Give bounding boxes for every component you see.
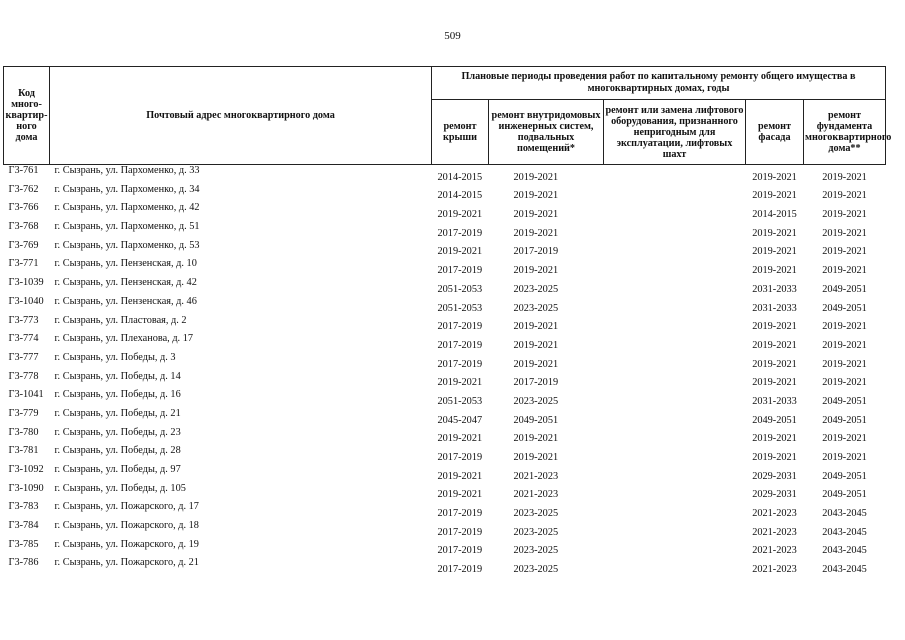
cell-facade: 2029-2031 — [752, 489, 797, 501]
cell-facade: 2019-2021 — [752, 246, 797, 258]
table-row — [4, 221, 886, 240]
cell-foundation: 2043-2045 — [822, 508, 867, 520]
cell-lift — [604, 258, 746, 277]
cell-roof: 2019-2021 — [437, 470, 483, 482]
cell-roof: 2017-2019 — [437, 526, 483, 538]
cell-address: г. Сызрань, ул. Пензенская, д. 46 — [54, 295, 197, 307]
cell-roof: 2014-2015 — [437, 190, 483, 202]
cell-code: Г3-777 — [8, 351, 39, 363]
table-row — [4, 277, 886, 296]
cell-systems: 2049-2051 — [513, 414, 559, 426]
cell-systems: 2019-2021 — [513, 190, 559, 202]
cell-foundation: 2019-2021 — [822, 433, 867, 445]
cell-systems: 2019-2021 — [513, 452, 559, 463]
cell-foundation: 2043-2045 — [822, 564, 867, 576]
cell-systems: 2023-2025 — [513, 302, 559, 314]
cell-lift — [604, 539, 746, 558]
cell-roof: 2017-2019 — [437, 321, 483, 333]
cell-address: г. Сызрань, ул. Пожарского, д. 17 — [54, 501, 199, 513]
cell-roof: 2017-2019 — [437, 564, 483, 576]
cell-roof: 2019-2021 — [437, 433, 483, 445]
cell-lift — [604, 277, 746, 296]
cell-systems: 2019-2021 — [513, 209, 559, 221]
cell-systems: 2023-2025 — [513, 545, 559, 557]
cell-facade: 2019-2021 — [752, 452, 797, 463]
cell-foundation: 2049-2051 — [822, 470, 867, 482]
cell-foundation: 2043-2045 — [822, 545, 867, 557]
cell-address: г. Сызрань, ул. Пархоменко, д. 34 — [54, 183, 200, 195]
cell-systems: 2023-2025 — [513, 395, 559, 407]
cell-lift — [604, 464, 746, 483]
cell-code: Г3-785 — [8, 538, 39, 550]
cell-address: г. Сызрань, ул. Пензенская, д. 42 — [54, 277, 197, 289]
table-row — [4, 501, 886, 520]
cell-code: Г3-766 — [8, 202, 39, 214]
cell-address: г. Сызрань, ул. Пожарского, д. 19 — [54, 538, 199, 550]
table-row — [4, 165, 886, 184]
cell-lift — [604, 520, 746, 539]
cell-systems: 2019-2021 — [513, 339, 559, 351]
cell-roof: 2017-2019 — [437, 508, 483, 520]
cell-address: г. Сызрань, ул. Победы, д. 21 — [54, 407, 181, 419]
cell-address: г. Сызрань, ул. Победы, д. 14 — [54, 370, 181, 382]
cell-systems: 2023-2025 — [513, 283, 559, 295]
cell-address: г. Сызрань, ул. Пожарского, д. 18 — [54, 520, 199, 532]
table-body — [4, 165, 886, 577]
cell-foundation: 2019-2021 — [822, 339, 867, 351]
cell-lift — [604, 240, 746, 259]
cell-roof: 2051-2053 — [437, 283, 483, 295]
cell-code: Г3-1041 — [8, 389, 44, 401]
table-row — [4, 315, 886, 334]
cell-systems: 2019-2021 — [513, 433, 559, 445]
cell-roof: 2017-2019 — [437, 358, 483, 370]
cell-facade: 2031-2033 — [752, 283, 797, 295]
cell-address: г. Сызрань, ул. Пензенская, д. 10 — [54, 258, 197, 270]
table-row — [4, 389, 886, 408]
cell-roof: 2051-2053 — [437, 395, 483, 407]
cell-code: Г3-768 — [8, 221, 39, 233]
cell-systems: 2019-2021 — [513, 265, 559, 277]
cell-code: Г3-778 — [8, 370, 39, 382]
cell-facade: 2019-2021 — [752, 265, 797, 277]
cell-lift — [604, 315, 746, 334]
cell-facade: 2019-2021 — [752, 171, 797, 183]
cell-roof: 2014-2015 — [437, 171, 483, 183]
cell-foundation: 2019-2021 — [822, 452, 867, 463]
table-row — [4, 352, 886, 371]
table-row — [4, 520, 886, 539]
cell-facade: 2031-2033 — [752, 395, 797, 407]
cell-code: Г3-1040 — [8, 295, 44, 307]
cell-foundation: 2019-2021 — [822, 190, 867, 202]
page-number: 509 — [444, 30, 461, 42]
cell-roof: 2019-2021 — [437, 489, 483, 501]
cell-code: Г3-783 — [8, 501, 39, 513]
cell-address: г. Сызрань, ул. Пластовая, д. 2 — [54, 314, 187, 326]
cell-foundation: 2049-2051 — [822, 302, 867, 314]
table-row — [4, 202, 886, 221]
table-row — [4, 296, 886, 315]
cell-address: г. Сызрань, ул. Победы, д. 3 — [54, 351, 176, 363]
cell-foundation: 2049-2051 — [822, 283, 867, 295]
cell-code: Г3-773 — [8, 314, 39, 326]
cell-lift — [604, 184, 746, 203]
cell-facade: 2021-2023 — [752, 564, 797, 576]
cell-lift — [604, 371, 746, 390]
repair-schedule-table — [3, 66, 892, 576]
cell-foundation: 2019-2021 — [822, 358, 867, 370]
cell-foundation: 2049-2051 — [822, 414, 867, 426]
cell-roof: 2019-2021 — [437, 377, 483, 389]
cell-lift — [604, 352, 746, 371]
table-row — [4, 371, 886, 390]
table-row — [4, 258, 886, 277]
header-planned-periods: Плановые периоды проведения работ по капитальному ремонту общего имущества в многоквартирных домах, годы — [432, 67, 886, 100]
cell-address: г. Сызрань, ул. Пархоменко, д. 33 — [54, 165, 200, 176]
cell-roof: 2019-2021 — [437, 246, 483, 258]
cell-foundation: 2019-2021 — [822, 265, 867, 277]
header-lift: ремонт или замена лифтового оборудования, признанного непригодным для эксплуатации, лифтовых шахт — [604, 100, 746, 165]
cell-foundation: 2019-2021 — [822, 377, 867, 389]
cell-facade: 2019-2021 — [752, 339, 797, 351]
table-row — [4, 427, 886, 446]
cell-address: г. Сызрань, ул. Победы, д. 105 — [54, 482, 186, 494]
cell-systems: 2021-2023 — [513, 470, 559, 482]
table-row — [4, 483, 886, 502]
table-header — [4, 67, 892, 165]
cell-lift — [604, 445, 746, 464]
cell-code: Г3-1039 — [8, 277, 44, 289]
table-row — [4, 557, 886, 576]
cell-systems: 2021-2023 — [513, 489, 559, 501]
table-row — [4, 539, 886, 558]
cell-roof: 2017-2019 — [437, 227, 483, 239]
table-row — [4, 184, 886, 203]
cell-lift — [604, 557, 746, 576]
table-row — [4, 333, 886, 352]
header-roof: ремонт крыши — [432, 100, 489, 165]
cell-facade: 2019-2021 — [752, 377, 797, 389]
cell-code: Г3-784 — [8, 520, 39, 532]
cell-lift — [604, 202, 746, 221]
cell-facade: 2029-2031 — [752, 470, 797, 482]
cell-foundation: 2043-2045 — [822, 526, 867, 538]
cell-code: Г3-774 — [8, 333, 39, 345]
cell-facade: 2019-2021 — [752, 433, 797, 445]
cell-lift — [604, 296, 746, 315]
cell-foundation: 2019-2021 — [822, 227, 867, 239]
table-row — [4, 408, 886, 427]
cell-foundation: 2019-2021 — [822, 171, 867, 183]
cell-address: г. Сызрань, ул. Пархоменко, д. 53 — [54, 239, 200, 251]
cell-lift — [604, 389, 746, 408]
cell-facade: 2021-2023 — [752, 545, 797, 557]
cell-systems: 2023-2025 — [513, 508, 559, 520]
cell-address: г. Сызрань, ул. Победы, д. 16 — [54, 389, 181, 401]
cell-lift — [604, 221, 746, 240]
cell-systems: 2023-2025 — [513, 564, 559, 576]
cell-systems: 2019-2021 — [513, 227, 559, 239]
cell-foundation: 2049-2051 — [822, 489, 867, 501]
cell-lift — [604, 333, 746, 352]
cell-lift — [604, 501, 746, 520]
cell-facade: 2014-2015 — [752, 209, 797, 221]
cell-code: Г3-1092 — [8, 464, 44, 475]
cell-foundation: 2019-2021 — [822, 209, 867, 221]
cell-facade: 2019-2021 — [752, 190, 797, 202]
cell-roof: 2017-2019 — [437, 265, 483, 277]
cell-code: Г3-779 — [8, 407, 39, 419]
cell-code: Г3-780 — [8, 426, 39, 438]
cell-code: Г3-761 — [8, 165, 39, 176]
header-facade: ремонт фасада — [746, 100, 804, 165]
table-row — [4, 240, 886, 259]
cell-systems: 2017-2019 — [513, 246, 559, 258]
cell-code: Г3-781 — [8, 445, 39, 457]
cell-roof: 2045-2047 — [437, 414, 483, 426]
cell-systems: 2017-2019 — [513, 377, 559, 389]
cell-facade: 2019-2021 — [752, 321, 797, 333]
cell-roof: 2017-2019 — [437, 339, 483, 351]
cell-lift — [604, 165, 746, 184]
cell-address: г. Сызрань, ул. Пожарского, д. 21 — [54, 557, 199, 569]
cell-address: г. Сызрань, ул. Плеханова, д. 17 — [54, 333, 193, 345]
cell-code: Г3-771 — [8, 258, 39, 270]
cell-facade: 2021-2023 — [752, 526, 797, 538]
cell-facade: 2019-2021 — [752, 358, 797, 370]
cell-address: г. Сызрань, ул. Победы, д. 23 — [54, 426, 181, 438]
cell-systems: 2019-2021 — [513, 358, 559, 370]
cell-code: Г3-786 — [8, 557, 39, 569]
cell-facade: 2021-2023 — [752, 508, 797, 520]
cell-address: г. Сызрань, ул. Пархоменко, д. 51 — [54, 221, 200, 233]
cell-roof: 2017-2019 — [437, 452, 483, 463]
cell-facade: 2049-2051 — [752, 414, 797, 426]
cell-address: г. Сызрань, ул. Победы, д. 97 — [54, 464, 181, 475]
header-address: Почтовый адрес многоквартирного дома — [50, 67, 432, 165]
cell-lift — [604, 427, 746, 446]
cell-systems: 2023-2025 — [513, 526, 559, 538]
table-row — [4, 464, 886, 483]
cell-systems: 2019-2021 — [513, 171, 559, 183]
cell-code: Г3-769 — [8, 239, 39, 251]
cell-code: Г3-1090 — [8, 482, 44, 494]
cell-systems: 2019-2021 — [513, 321, 559, 333]
cell-address: г. Сызрань, ул. Пархоменко, д. 42 — [54, 202, 200, 214]
cell-address: г. Сызрань, ул. Победы, д. 28 — [54, 445, 181, 457]
header-code: Код много-квартир-ного дома — [4, 67, 50, 165]
cell-foundation: 2019-2021 — [822, 321, 867, 333]
cell-foundation: 2049-2051 — [822, 395, 867, 407]
cell-lift — [604, 408, 746, 427]
cell-roof: 2019-2021 — [437, 209, 483, 221]
cell-facade: 2031-2033 — [752, 302, 797, 314]
cell-roof: 2017-2019 — [437, 545, 483, 557]
cell-foundation: 2019-2021 — [822, 246, 867, 258]
cell-roof: 2051-2053 — [437, 302, 483, 314]
cell-code: Г3-762 — [8, 183, 39, 195]
header-foundation: ремонт фундамента многоквартирного дома** — [804, 100, 886, 165]
cell-facade: 2019-2021 — [752, 227, 797, 239]
header-systems: ремонт внутридомовых инженерных систем, подвальных помещений* — [489, 100, 604, 165]
cell-lift — [604, 483, 746, 502]
table-row — [4, 445, 886, 464]
